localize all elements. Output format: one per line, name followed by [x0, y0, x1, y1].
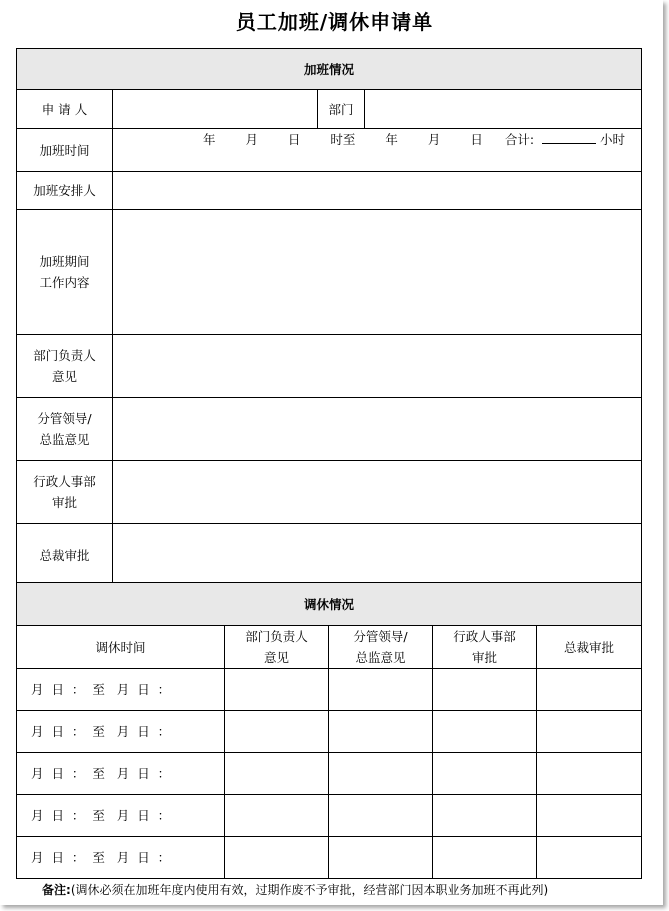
- leave-row-time[interactable]: 月 日 ： 至 月 日 ：: [17, 795, 225, 837]
- work-content-label-line1: 加班期间: [39, 254, 90, 269]
- leave-row-dept-head[interactable]: [225, 837, 329, 879]
- leave-row-director[interactable]: [329, 753, 433, 795]
- arranger-label: 加班安排人: [17, 172, 113, 210]
- leave-row-time[interactable]: 月 日 ： 至 月 日 ：: [17, 669, 225, 711]
- leave-row-ceo[interactable]: [537, 795, 642, 837]
- leave-row-director[interactable]: [329, 711, 433, 753]
- leave-section-header: 调休情况: [17, 583, 642, 626]
- leave-row-hr[interactable]: [433, 711, 537, 753]
- leave-row-dept-head[interactable]: [225, 669, 329, 711]
- leave-row-hr[interactable]: [433, 753, 537, 795]
- director-label-line2: 总监意见: [39, 432, 90, 447]
- hr-approval-field[interactable]: [113, 461, 642, 524]
- leave-table: [16, 582, 642, 879]
- director-opinion-field[interactable]: [113, 398, 642, 461]
- leave-hr-line2: 审批: [471, 650, 497, 665]
- arranger-field[interactable]: [113, 172, 642, 210]
- footnote: [42, 881, 548, 898]
- overtime-time-label: 加班时间: [17, 129, 113, 172]
- leave-row-hr[interactable]: [433, 669, 537, 711]
- director-label-line1: 分管领导/: [37, 411, 92, 426]
- leave-row-time[interactable]: 月 日 ： 至 月 日 ：: [17, 837, 225, 879]
- month-unit: 月: [245, 132, 258, 147]
- applicant-field[interactable]: [113, 90, 318, 129]
- month-unit-end: 月: [427, 132, 441, 147]
- director-opinion-label: [17, 398, 113, 461]
- leave-row-ceo[interactable]: [537, 669, 642, 711]
- dept-head-opinion-label: [17, 335, 113, 398]
- leave-row-director[interactable]: [329, 669, 433, 711]
- hour-to-unit: 时至: [330, 132, 356, 147]
- applicant-label: 申 请 人: [17, 90, 113, 129]
- leave-row-director[interactable]: [329, 795, 433, 837]
- leave-row-ceo[interactable]: [537, 837, 642, 879]
- overtime-time-field[interactable]: [113, 129, 642, 172]
- overtime-table: [16, 48, 642, 587]
- leave-dept-head-line1: 部门负责人: [245, 629, 308, 644]
- overtime-section-header: 加班情况: [17, 49, 642, 90]
- leave-row-hr[interactable]: [433, 795, 537, 837]
- leave-row: [17, 753, 642, 795]
- hours-unit: 小时: [600, 132, 626, 147]
- leave-ceo-header: 总裁审批: [537, 626, 642, 669]
- leave-row-time[interactable]: 月 日 ： 至 月 日 ：: [17, 711, 225, 753]
- leave-row-director[interactable]: [329, 837, 433, 879]
- department-field[interactable]: [365, 90, 642, 129]
- ceo-approval-label: 总裁审批: [17, 524, 113, 587]
- total-hours-blank[interactable]: [542, 131, 596, 144]
- hr-label-line2: 审批: [51, 495, 77, 510]
- page-title: 员工加班/调休申请单: [235, 10, 434, 34]
- leave-row-time[interactable]: 月 日 ： 至 月 日 ：: [17, 753, 225, 795]
- leave-director-line1: 分管领导/: [353, 629, 408, 644]
- dept-head-label-line1: 部门负责人: [33, 348, 96, 363]
- total-label: 合计:: [504, 132, 535, 147]
- day-unit: 日: [287, 132, 301, 147]
- footnote-text: (调休必须在加班年度内使用有效，过期作废不予审批，经营部门因本职业务加班不再此列): [70, 883, 549, 897]
- leave-row-dept-head[interactable]: [225, 711, 329, 753]
- hr-label-line1: 行政人事部: [33, 474, 96, 489]
- work-content-label-line2: 工作内容: [39, 275, 90, 290]
- leave-director-line2: 总监意见: [355, 650, 406, 665]
- year-unit: 年: [202, 132, 216, 147]
- leave-row: [17, 711, 642, 753]
- department-label: 部门: [318, 90, 365, 129]
- leave-director-header: [329, 626, 433, 669]
- leave-row-ceo[interactable]: [537, 753, 642, 795]
- dept-head-opinion-field[interactable]: [113, 335, 642, 398]
- leave-row-dept-head[interactable]: [225, 753, 329, 795]
- hr-approval-label: [17, 461, 113, 524]
- leave-row: [17, 669, 642, 711]
- leave-row: [17, 837, 642, 879]
- footnote-label: 备注:: [42, 883, 71, 897]
- dept-head-label-line2: 意见: [51, 369, 77, 384]
- leave-row-dept-head[interactable]: [225, 795, 329, 837]
- work-content-field[interactable]: [113, 210, 642, 335]
- leave-row: [17, 795, 642, 837]
- leave-row-hr[interactable]: [433, 837, 537, 879]
- leave-hr-line1: 行政人事部: [453, 629, 516, 644]
- leave-dept-head-header: [225, 626, 329, 669]
- year-unit-end: 年: [385, 132, 398, 147]
- leave-dept-head-line2: 意见: [263, 650, 289, 665]
- leave-hr-header: [433, 626, 537, 669]
- ceo-approval-field[interactable]: [113, 524, 642, 587]
- leave-row-ceo[interactable]: [537, 711, 642, 753]
- day-unit-end: 日: [470, 132, 483, 147]
- work-content-label: [17, 210, 113, 335]
- leave-time-header: 调休时间: [17, 626, 225, 669]
